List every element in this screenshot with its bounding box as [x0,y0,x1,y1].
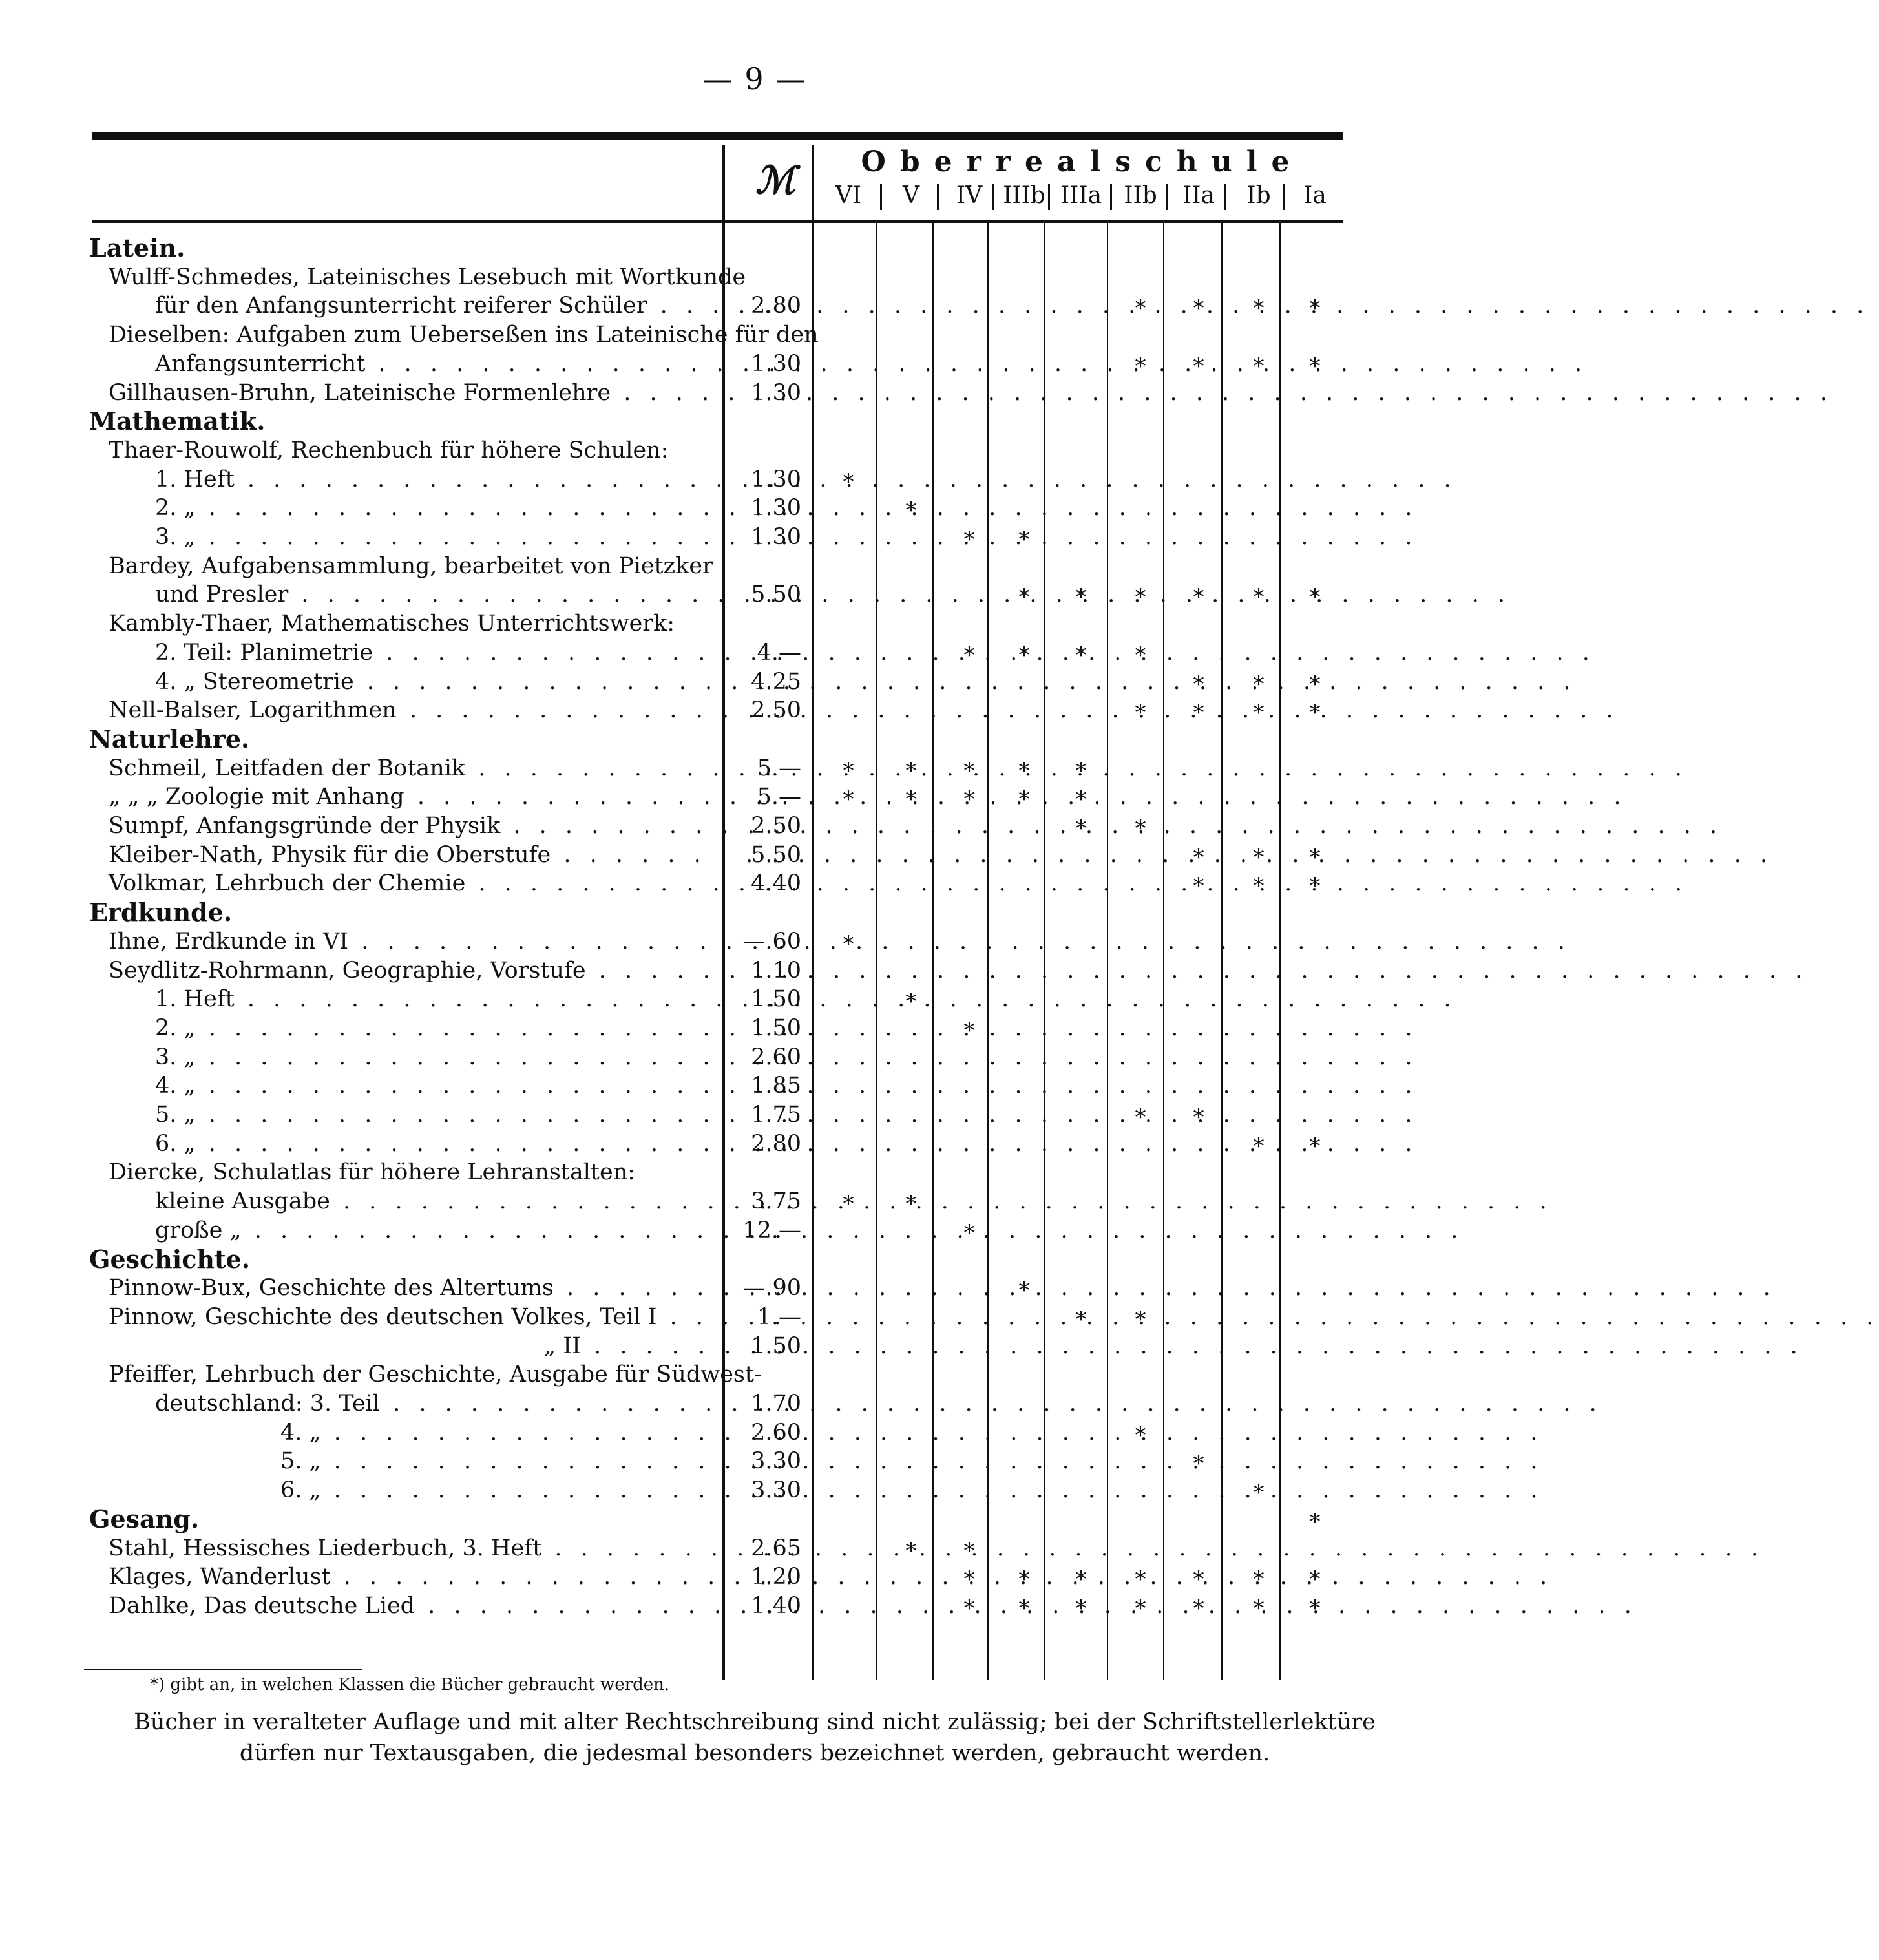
table-row [0,552,1509,580]
book-title: 6. „ . . . [280,1476,701,1504]
usage-mark: * [905,758,917,784]
category-heading: Erdkunde. [89,898,233,927]
table-row [0,1332,1509,1360]
book-title: Klages, Wanderlust . . . [109,1563,701,1591]
table-row [0,1447,1509,1475]
price-cell: 1.50 [751,986,801,1012]
usage-mark: * [1309,1596,1321,1621]
book-title: 2. Teil: Planimetrie . . . [155,638,701,667]
table-row [0,350,1509,378]
category-row [0,898,1509,927]
usage-mark: * [963,1596,975,1621]
price-cell: 1.40 [751,1593,801,1619]
usage-mark: * [1193,873,1204,899]
note-line-1: Bücher in veralteter Auflage und mit alter Rechtschreibung sind nicht zulässig; bei der Schriftstellerlektüre [134,1709,1376,1735]
book-title: Gillhausen-Bruhn, Lateinische Formenlehre . . . [109,379,701,407]
price-cell: 1.30 [751,467,801,492]
usage-mark: * [1018,1596,1030,1621]
usage-mark: * [1193,295,1204,321]
usage-mark: * [1135,700,1146,726]
price-column-header: ℳ [755,158,796,202]
price-cell: 4.40 [751,870,801,896]
usage-mark: * [1309,584,1321,610]
book-title: 3. „ . . . [155,1043,701,1071]
book-title: Nell-Balser, Logarithmen . . . [109,696,701,724]
usage-mark: * [1309,353,1321,379]
book-title: Pfeiffer, Lehrbuch der Geschichte, Ausgabe für Südwest- [109,1362,762,1387]
price-cell: 5.50 [751,582,801,607]
table-row [0,1534,1509,1563]
price-cell: 1.30 [751,524,801,550]
table-row [0,1274,1509,1302]
usage-mark: * [1193,1596,1204,1621]
book-title: 6. „ . . . [155,1130,701,1158]
price-cell: 3.75 [751,1188,801,1214]
usage-mark: * [1309,700,1321,726]
book-title: Volkmar, Lehrbuch der Chemie . . . [109,869,701,898]
column-header-iiib: IIIb [1003,182,1045,209]
usage-mark: * [1253,671,1265,697]
table-row [0,1071,1509,1100]
book-title: 5. „ . . . [155,1101,701,1129]
price-cell: —.90 [742,1275,801,1301]
book-title: „ „ „ Zoologie mit Anhang . . . [109,783,701,811]
usage-mark: * [843,1191,854,1217]
table-row [0,1360,1509,1389]
column-header-separator [1283,184,1285,210]
usage-mark: * [963,642,975,668]
price-cell: 5.50 [751,842,801,868]
usage-mark: * [1075,758,1087,784]
book-title: Thaer-Rouwolf, Rechenbuch für höhere Schulen: [109,437,669,463]
usage-mark: * [905,498,917,523]
table-row [0,321,1509,349]
price-cell: 1.30 [751,351,801,377]
column-header-iiia: IIIa [1060,182,1102,209]
usage-mark: * [905,786,917,812]
category-heading: Latein. [89,233,185,262]
usage-mark: * [1193,671,1204,697]
book-title: „ II . . . [544,1332,701,1360]
price-cell: 5.— [757,784,801,810]
price-cell: 2.80 [751,1131,801,1157]
book-title: Pinnow-Bux, Geschichte des Altertums . . . [109,1274,701,1302]
column-header-separator [937,184,939,210]
usage-mark: * [1193,584,1204,610]
category-row [0,725,1509,753]
book-title: große „ . . . [155,1216,701,1245]
column-header-iia: IIa [1182,182,1215,209]
usage-mark: * [843,758,854,784]
usage-mark: * [905,1191,917,1217]
usage-mark: * [1018,758,1030,784]
usage-mark: * [1253,700,1265,726]
usage-mark: * [1018,786,1030,812]
usage-mark: * [1135,816,1146,841]
table-row [0,465,1509,494]
price-cell: 2.50 [751,697,801,723]
book-title: 5. „ . . . [280,1447,701,1475]
table-row [0,783,1509,811]
table-row [0,379,1509,407]
usage-mark: * [963,786,975,812]
usage-mark: * [1193,845,1204,870]
usage-mark: * [1309,1566,1321,1592]
usage-mark: * [963,1220,975,1246]
column-header-separator [1224,184,1226,210]
book-title: Dieselben: Aufgaben zum Ueberseßen ins Lateinische für den [109,322,819,348]
usage-mark: * [1135,1307,1146,1333]
header-top-rule [92,132,1343,140]
price-cell: 1.50 [751,1015,801,1041]
price-cell: 1.30 [751,495,801,521]
usage-mark: * [1253,1596,1265,1621]
book-title: 2. „ . . . [155,494,701,522]
table-row [0,436,1509,465]
book-title: Schmeil, Leitfaden der Botanik . . . [109,754,701,783]
price-cell: 1.70 [751,1391,801,1417]
book-title: 3. „ . . . [155,523,701,551]
usage-mark: * [1018,1566,1030,1592]
note-line-2: dürfen nur Textausgaben, die jedesmal besonders bezeichnet werden, gebraucht werden. [239,1740,1270,1766]
usage-mark: * [1135,295,1146,321]
table-row [0,263,1509,291]
table-row [0,1418,1509,1447]
table-row [0,696,1509,724]
usage-mark: * [1075,584,1087,610]
usage-mark: * [1309,671,1321,697]
price-cell: —.60 [742,929,801,954]
column-header-v: V [903,182,919,209]
usage-mark: * [1018,584,1030,610]
book-title: Wulff-Schmedes, Lateinisches Lesebuch mit Wortkunde [109,264,746,290]
table-row [0,985,1509,1013]
price-cell: 1.30 [751,380,801,406]
usage-mark: * [1075,1307,1087,1333]
column-header-ib: Ib [1246,182,1271,209]
book-title: kleine Ausgabe . . . [155,1187,701,1216]
usage-mark: * [1309,295,1321,321]
price-cell: 3.30 [751,1448,801,1474]
header-bottom-rule [92,220,1343,223]
usage-mark: * [1253,295,1265,321]
category-heading: Naturlehre. [89,724,250,753]
usage-mark: * [1135,1422,1146,1448]
table-row [0,841,1509,869]
price-cell: 2.80 [751,293,801,319]
usage-mark: * [843,931,854,957]
book-title: und Presler . . . [155,580,701,609]
book-title: Seydlitz-Rohrmann, Geographie, Vorstufe . . . [109,956,701,985]
usage-mark: * [1193,1566,1204,1592]
usage-mark: * [1075,1566,1087,1592]
usage-mark: * [963,1538,975,1564]
usage-mark: * [1135,353,1146,379]
usage-mark: * [1135,584,1146,610]
book-title: deutschland: 3. Teil . . . [155,1389,701,1418]
price-cell: 2.65 [751,1535,801,1561]
table-row [0,754,1509,783]
table-row [0,812,1509,840]
table-row [0,638,1509,667]
usage-mark: * [1253,1480,1265,1506]
usage-mark: * [1193,1104,1204,1130]
price-cell: 1.50 [751,1333,801,1359]
usage-mark: * [1018,1278,1030,1303]
usage-mark: * [1018,527,1030,553]
usage-mark: * [1193,700,1204,726]
category-heading: Mathematik. [89,406,266,436]
usage-mark: * [1309,845,1321,870]
column-header-vi: VI [835,182,862,209]
table-row [0,1563,1509,1591]
category-row [0,407,1509,436]
book-title: Pinnow, Geschichte des deutschen Volkes, Teil I . . . [109,1303,701,1331]
price-cell: 4.— [757,640,801,666]
usage-mark: * [1135,642,1146,668]
table-row [0,1592,1509,1620]
price-cell: 1.75 [751,1102,801,1128]
book-title: Kleiber-Nath, Physik für die Oberstufe . . . [109,841,701,869]
usage-mark: * [1075,1596,1087,1621]
table-row [0,1303,1509,1331]
table-row [0,494,1509,522]
column-header-separator [1048,184,1050,210]
category-heading: Geschichte. [89,1245,250,1274]
usage-mark: * [963,758,975,784]
usage-mark: * [963,527,975,553]
usage-mark: * [1309,873,1321,899]
price-cell: 5.— [757,755,801,781]
table-row [0,668,1509,696]
usage-mark: * [905,1538,917,1564]
price-cell: 2.60 [751,1420,801,1446]
table-row [0,1187,1509,1216]
page-number: — 9 — [702,61,807,96]
table-row [0,1014,1509,1042]
table-row [0,869,1509,898]
usage-mark: * [1193,1451,1204,1477]
usage-mark: * [1253,584,1265,610]
column-header-separator [1166,184,1168,210]
footnote-rule [84,1669,362,1670]
usage-mark: * [1253,1133,1265,1159]
column-header-ia: Ia [1303,182,1327,209]
price-cell: 3.30 [751,1477,801,1503]
school-header: Oberrealschule [861,145,1304,178]
book-title: 4. „ . . . [280,1418,701,1447]
price-cell: 12.— [742,1217,801,1243]
table-row [0,927,1509,956]
table-row [0,1389,1509,1418]
book-title: Dahlke, Das deutsche Lied . . . [109,1592,701,1620]
column-header-iib: IIb [1124,182,1157,209]
usage-mark: * [1253,873,1265,899]
category-row [0,234,1509,262]
table-row [0,1216,1509,1245]
book-title: 1. Heft . . . [155,985,701,1013]
book-title: 1. Heft . . . [155,465,701,494]
table-row [0,1130,1509,1158]
table-row [0,956,1509,985]
usage-mark: * [843,469,854,495]
table-row [0,1158,1509,1186]
table-row [0,1101,1509,1129]
usage-mark: * [1253,353,1265,379]
book-title: 2. „ . . . [155,1014,701,1042]
book-title: Bardey, Aufgabensammlung, bearbeitet von Pietzker [109,553,713,579]
usage-mark: * [1135,1596,1146,1621]
category-row [0,1505,1509,1533]
table-row [0,580,1509,609]
table-row [0,523,1509,551]
usage-mark: * [1018,642,1030,668]
usage-mark: * [1309,1133,1321,1159]
usage-mark: * [1309,1509,1321,1535]
usage-mark: * [963,1018,975,1044]
column-header-separator [1110,184,1112,210]
usage-mark: * [1075,642,1087,668]
price-cell: 1.85 [751,1073,801,1099]
usage-mark: * [963,1566,975,1592]
usage-mark: * [1253,845,1265,870]
category-row [0,1245,1509,1274]
usage-mark: * [1193,353,1204,379]
usage-mark: * [1135,1104,1146,1130]
usage-mark: * [843,786,854,812]
price-cell: 1.10 [751,958,801,984]
column-header-separator [880,184,882,210]
book-title: Anfangsunterricht . . . [155,350,701,378]
usage-mark: * [1253,1566,1265,1592]
table-row [0,1476,1509,1504]
usage-mark: * [1075,816,1087,841]
book-title: Diercke, Schulatlas für höhere Lehranstalten: [109,1159,636,1185]
book-title: Stahl, Hessisches Liederbuch, 3. Heft . . . [109,1534,701,1563]
table-row [0,609,1509,638]
price-cell: 4.25 [751,669,801,695]
column-header-separator [992,184,994,210]
book-title: für den Anfangsunterricht reiferer Schüler . . . [155,291,701,320]
price-cell: 2.50 [751,813,801,839]
usage-mark: * [905,989,917,1015]
footnote: *) gibt an, in welchen Klassen die Bücher gebraucht werden. [150,1675,670,1694]
book-title: 4. „ Stereometrie . . . [155,668,701,696]
table-row [0,291,1509,320]
column-header-iv: IV [956,182,983,209]
table-row [0,1043,1509,1071]
book-title: Sumpf, Anfangsgründe der Physik . . . [109,812,701,840]
book-title: Ihne, Erdkunde in VI . . . [109,927,701,956]
category-heading: Gesang. [89,1504,200,1533]
book-title: Kambly-Thaer, Mathematisches Unterrichtswerk: [109,611,675,637]
price-cell: 1.— [757,1304,801,1330]
price-cell: 2.60 [751,1044,801,1070]
price-cell: 1.20 [751,1564,801,1590]
book-title: 4. „ . . . [155,1071,701,1100]
usage-mark: * [1135,1566,1146,1592]
usage-mark: * [1075,786,1087,812]
